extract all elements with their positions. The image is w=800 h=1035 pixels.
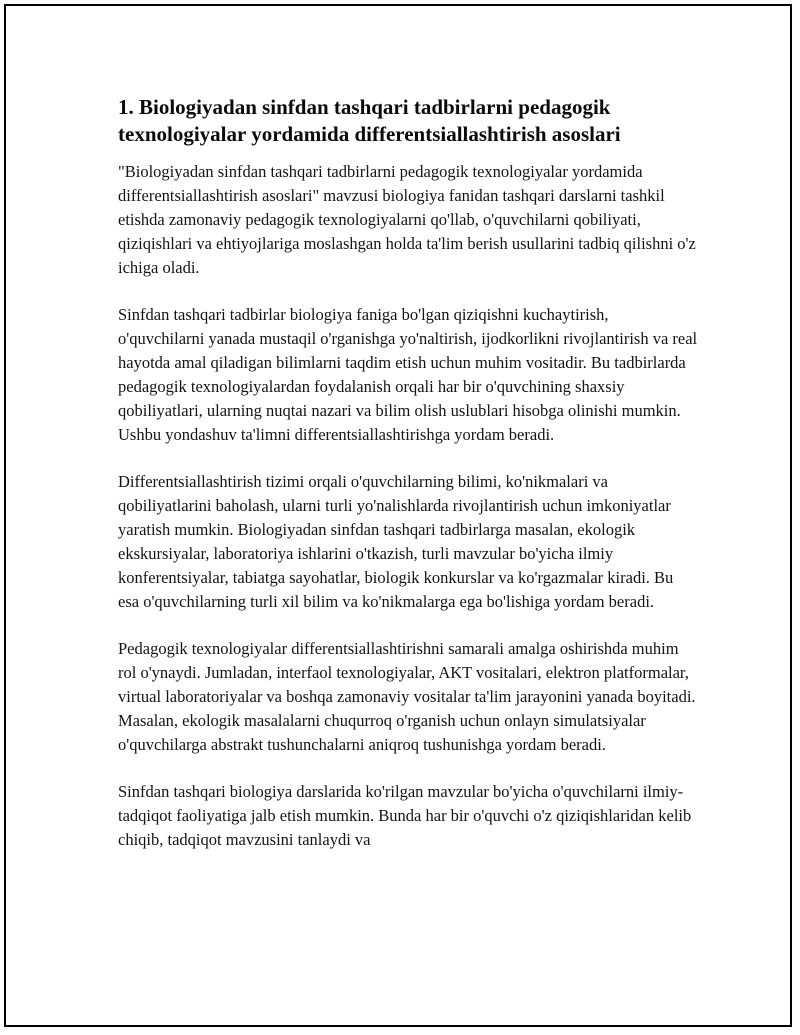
paragraph-differentiation: Differentsiallashtirish tizimi orqali o'quvchilarning bilimi, ko'nikmalari va qobiliyatlarini baholash, ularni turli yo'nalishlarda rivojlantirish uchun imkoniyatlar yaratish mumkin. Biologiyadan sinfdan tashqari tadbirlarga masalan, ekologik ekskursiyalar, laboratoriya ishlarini o'tkazish, turli mavzular bo'yicha ilmiy konferentsiyalar, tabiatga sayohatlar, biologik konkurslar va ko'rgazmalar kiradi. Bu esa o'quvchilarning turli xil bilim va ko'nikmalarga ega bo'lishiga yordam beradi. [118,472,674,611]
paragraph-extracurricular: Sinfdan tashqari tadbirlar biologiya faniga bo'lgan qiziqishni kuchaytirish, o'quvchilarni yanada mustaqil o'rganishga yo'naltirish, ijodkorlikni rivojlantirish va real hayotda amal qiladigan bilimlarni taqdim etish uchun muhim vositadir. Bu tadbirlarda pedagogik texnologiyalardan foydalanish orqali har bir o'quvchining shaxsiy qobiliyatlari, ularning nuqtai nazari va bilim olish uslublari hisobga olinishi mumkin. Ushbu yondashuv ta'limni differentsiallashtirishga yordam beradi. [118,305,698,444]
paragraph-intro: "Biologiyadan sinfdan tashqari tadbirlarni pedagogik texnologiyalar yordamida differentsiallashtirish asoslari" mavzusi biologiya fanidan tashqari darslarni tashkil etishda zamonaviy pedagogik texnologiyalarni qo'llab, o'quvchilarni qobiliyati, qiziqishlari va ehtiyojlariga moslashgan holda ta'lim berish usullarini tadbiq qilishni o'z ichiga oladi. [118,162,696,277]
document-body [118,94,698,875]
paragraph-pedagogical-tech: Pedagogik texnologiyalar differentsiallashtirishni samarali amalga oshirishda muhim rol o'ynaydi. Jumladan, interfaol texnologiyalar, AKT vositalari, elektron platformalar, virtual laboratoriyalar va boshqa zamonaviy vositalar ta'lim jarayonini yanada boyitadi. Masalan, ekologik masalalarni chuqurroq o'rganish uchun onlayn simulatsiyalar o'quvchilarga abstrakt tushunchalarni aniqroq tushunishga yordam beradi. [118,639,696,754]
paragraph-research: Sinfdan tashqari biologiya darslarida ko'rilgan mavzular bo'yicha o'quvchilarni ilmiy-tadqiqot faoliyatiga jalb etish mumkin. Bunda har bir o'quvchi o'z qiziqishlaridan kelib chiqib, tadqiqot mavzusini tanlaydi va [118,782,692,849]
section-heading: 1. Biologiyadan sinfdan tashqari tadbirlarni pedagogik texnologiyalar yordamida differentsiallashtirish asoslari [118,95,621,146]
